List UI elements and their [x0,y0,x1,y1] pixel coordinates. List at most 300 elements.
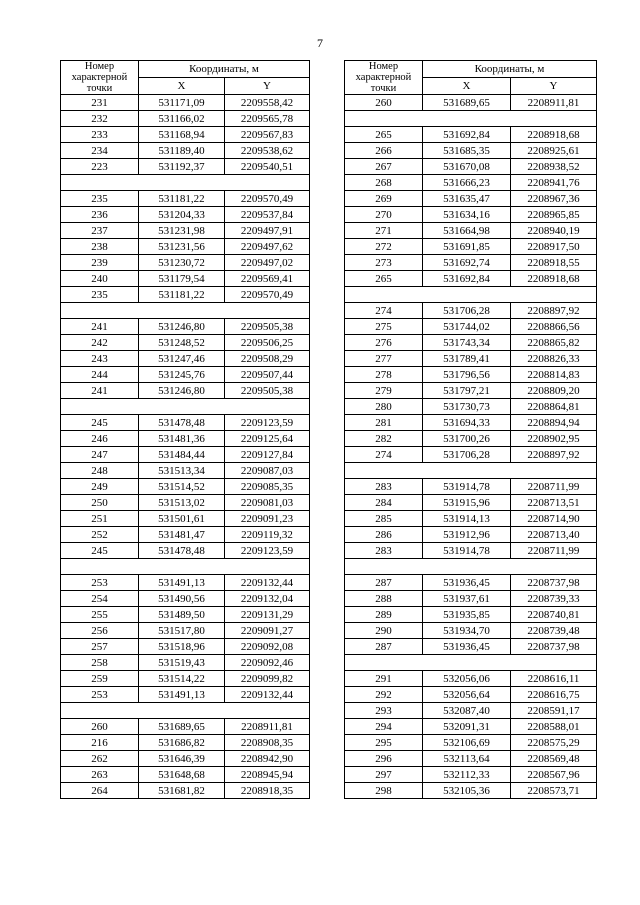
point-number-cell: 252 [61,527,139,543]
y-header: Y [225,78,310,95]
table-row [345,351,597,367]
x-cell: 531248,52 [139,335,225,351]
separator-cell [345,111,597,127]
y-cell: 2209091,27 [225,623,310,639]
y-cell: 2209558,42 [225,95,310,111]
y-cell: 2208911,81 [225,719,310,735]
separator-cell [61,399,310,415]
point-number-cell: 274 [345,303,423,319]
x-cell: 531246,80 [139,383,225,399]
y-cell: 2209497,62 [225,239,310,255]
point-number-cell: 286 [345,527,423,543]
y-cell: 2208737,98 [511,639,597,655]
point-number-cell: 246 [61,431,139,447]
y-cell: 2209507,44 [225,367,310,383]
y-cell: 2208567,96 [511,767,597,783]
y-cell: 2208945,94 [225,767,310,783]
y-cell: 2208713,40 [511,527,597,543]
y-cell: 2209570,49 [225,287,310,303]
x-cell: 531666,23 [423,175,511,191]
table-row [345,143,597,159]
table-row [61,767,310,783]
x-cell: 531204,33 [139,207,225,223]
y-cell: 2208925,61 [511,143,597,159]
point-number-cell: 235 [61,191,139,207]
y-cell: 2208965,85 [511,207,597,223]
point-number-cell: 263 [61,767,139,783]
x-cell: 531743,34 [423,335,511,351]
x-cell: 532056,64 [423,687,511,703]
table-row [345,511,597,527]
table-row [345,639,597,655]
x-cell: 531245,76 [139,367,225,383]
point-number-cell: 249 [61,479,139,495]
point-number-cell: 265 [345,127,423,143]
point-number-header: Номер характерной точки [345,61,423,95]
separator-cell [345,463,597,479]
table-row [345,591,597,607]
x-cell: 531514,22 [139,671,225,687]
x-cell: 531692,84 [423,127,511,143]
point-number-cell: 243 [61,351,139,367]
point-number-cell: 238 [61,239,139,255]
y-cell: 2209091,23 [225,511,310,527]
point-number-cell: 287 [345,639,423,655]
x-cell: 531694,33 [423,415,511,431]
table-row [345,735,597,751]
separator-cell [345,287,597,303]
coordinates-header: Координаты, м [423,61,597,78]
point-number-cell: 283 [345,543,423,559]
table-row [345,719,597,735]
y-cell: 2209123,59 [225,543,310,559]
point-number-cell: 241 [61,319,139,335]
x-cell: 531730,73 [423,399,511,415]
point-number-cell: 298 [345,783,423,799]
table-row [345,607,597,623]
y-cell: 2209119,32 [225,527,310,543]
table-row [61,287,310,303]
y-cell: 2209540,51 [225,159,310,175]
table-row [345,575,597,591]
y-cell: 2209132,44 [225,687,310,703]
y-cell: 2208826,33 [511,351,597,367]
x-cell: 531179,54 [139,271,225,287]
table-row [345,415,597,431]
y-cell: 2209537,84 [225,207,310,223]
table-row [61,751,310,767]
x-cell: 531171,09 [139,95,225,111]
point-number-cell: 296 [345,751,423,767]
table-row [345,223,597,239]
x-cell: 531914,78 [423,479,511,495]
y-cell: 2209505,38 [225,383,310,399]
separator-cell [345,559,597,575]
y-cell: 2208740,81 [511,607,597,623]
y-cell: 2208864,81 [511,399,597,415]
y-cell: 2209132,44 [225,575,310,591]
point-number-header: Номер характерной точки [61,61,139,95]
table-body-left [61,95,310,799]
point-number-cell: 239 [61,255,139,271]
point-number-cell: 288 [345,591,423,607]
point-number-cell: 241 [61,383,139,399]
point-number-cell: 260 [61,719,139,735]
table-row [345,527,597,543]
point-number-cell: 258 [61,655,139,671]
table-row [61,351,310,367]
point-number-cell: 233 [61,127,139,143]
point-number-cell: 244 [61,367,139,383]
table-row [345,687,597,703]
table-row [61,511,310,527]
table-row [61,271,310,287]
x-cell: 531478,48 [139,415,225,431]
table-row [345,479,597,495]
y-cell: 2208737,98 [511,575,597,591]
table-row [61,335,310,351]
point-number-cell: 245 [61,543,139,559]
y-cell: 2209497,91 [225,223,310,239]
y-cell: 2208616,75 [511,687,597,703]
y-cell: 2208911,81 [511,95,597,111]
x-cell: 531706,28 [423,303,511,319]
table-row [61,111,310,127]
point-number-cell: 257 [61,639,139,655]
y-cell: 2208711,99 [511,479,597,495]
table-row [345,383,597,399]
table-row [345,447,597,463]
x-cell: 531796,56 [423,367,511,383]
point-number-cell: 295 [345,735,423,751]
x-cell: 531648,68 [139,767,225,783]
point-number-cell: 270 [345,207,423,223]
x-cell: 532112,33 [423,767,511,783]
x-cell: 532105,36 [423,783,511,799]
table-row [61,639,310,655]
y-cell: 2208894,94 [511,415,597,431]
y-cell: 2208866,56 [511,319,597,335]
y-cell: 2208938,52 [511,159,597,175]
point-number-cell: 281 [345,415,423,431]
table-body-right [345,95,597,799]
point-number-cell: 235 [61,287,139,303]
point-number-cell: 268 [345,175,423,191]
y-cell: 2208902,95 [511,431,597,447]
y-cell: 2209497,02 [225,255,310,271]
y-header: Y [511,78,597,95]
y-cell: 2208713,51 [511,495,597,511]
x-cell: 531513,02 [139,495,225,511]
x-cell: 531797,21 [423,383,511,399]
table-row [61,95,310,111]
y-cell: 2208908,35 [225,735,310,751]
x-cell: 531192,37 [139,159,225,175]
table-row [61,575,310,591]
separator-row [61,559,310,575]
y-cell: 2208918,35 [225,783,310,799]
y-cell: 2208917,50 [511,239,597,255]
point-number-cell: 293 [345,703,423,719]
table-row [345,751,597,767]
separator-cell [345,655,597,671]
table-row [61,319,310,335]
y-cell: 2208711,99 [511,543,597,559]
separator-row [345,655,597,671]
x-cell: 531692,74 [423,255,511,271]
y-cell: 2209570,49 [225,191,310,207]
point-number-cell: 287 [345,575,423,591]
x-cell: 531689,65 [423,95,511,111]
point-number-cell: 232 [61,111,139,127]
y-cell: 2208588,01 [511,719,597,735]
table-row [61,591,310,607]
point-number-cell: 242 [61,335,139,351]
x-cell: 531914,13 [423,511,511,527]
coordinates-table-right [344,60,597,799]
table-row [345,239,597,255]
table-row [61,719,310,735]
table-row [61,431,310,447]
point-number-cell: 277 [345,351,423,367]
x-cell: 531936,45 [423,639,511,655]
table-row [345,767,597,783]
y-cell: 2209506,25 [225,335,310,351]
x-cell: 531706,28 [423,447,511,463]
y-cell: 2209505,38 [225,319,310,335]
x-cell: 531481,36 [139,431,225,447]
table-row [345,159,597,175]
table-row [61,687,310,703]
x-cell: 531478,48 [139,543,225,559]
x-cell: 531744,02 [423,319,511,335]
x-cell: 531935,85 [423,607,511,623]
table-row [345,255,597,271]
point-number-cell: 247 [61,447,139,463]
table-row [345,127,597,143]
point-number-cell: 234 [61,143,139,159]
point-number-cell: 259 [61,671,139,687]
table-row [345,207,597,223]
point-number-cell: 289 [345,607,423,623]
table-row [61,255,310,271]
point-number-cell: 236 [61,207,139,223]
y-cell: 2208897,92 [511,303,597,319]
point-number-cell: 245 [61,415,139,431]
table-row [61,623,310,639]
point-number-cell: 276 [345,335,423,351]
y-cell: 2209567,83 [225,127,310,143]
table-row [345,271,597,287]
table-row [345,543,597,559]
point-number-cell: 294 [345,719,423,735]
point-number-cell: 240 [61,271,139,287]
table-row [61,655,310,671]
y-cell: 2209092,46 [225,655,310,671]
separator-row [345,111,597,127]
y-cell: 2209508,29 [225,351,310,367]
x-cell: 531231,56 [139,239,225,255]
table-row [345,335,597,351]
x-cell: 532106,69 [423,735,511,751]
x-cell: 531230,72 [139,255,225,271]
point-number-cell: 251 [61,511,139,527]
x-cell: 531692,84 [423,271,511,287]
table-row [61,223,310,239]
page-number: 7 [317,36,323,50]
point-number-cell: 285 [345,511,423,527]
point-number-cell: 266 [345,143,423,159]
y-cell: 2208575,29 [511,735,597,751]
y-cell: 2208739,48 [511,623,597,639]
separator-cell [61,175,310,191]
point-number-cell: 282 [345,431,423,447]
table-row [345,319,597,335]
y-cell: 2209125,64 [225,431,310,447]
x-header: X [423,78,511,95]
point-number-cell: 237 [61,223,139,239]
y-cell: 2208591,17 [511,703,597,719]
x-cell: 531181,22 [139,287,225,303]
separator-cell [61,703,310,719]
separator-row [61,703,310,719]
x-cell: 531914,78 [423,543,511,559]
x-cell: 531491,13 [139,687,225,703]
y-cell: 2208897,92 [511,447,597,463]
point-number-cell: 283 [345,479,423,495]
x-cell: 531484,44 [139,447,225,463]
table-row [345,671,597,687]
y-cell: 2208940,19 [511,223,597,239]
x-cell: 531670,08 [423,159,511,175]
point-number-cell: 253 [61,687,139,703]
x-cell: 531231,98 [139,223,225,239]
x-cell: 531519,43 [139,655,225,671]
x-cell: 531681,82 [139,783,225,799]
table-row [345,783,597,799]
table-row [61,671,310,687]
point-number-cell: 260 [345,95,423,111]
point-number-cell: 292 [345,687,423,703]
x-cell: 532091,31 [423,719,511,735]
y-cell: 2208573,71 [511,783,597,799]
table-row [345,367,597,383]
point-number-cell: 256 [61,623,139,639]
y-cell: 2208941,76 [511,175,597,191]
y-cell: 2209565,78 [225,111,310,127]
x-cell: 531501,61 [139,511,225,527]
x-cell: 531686,82 [139,735,225,751]
x-cell: 532113,64 [423,751,511,767]
point-number-cell: 274 [345,447,423,463]
x-cell: 531517,80 [139,623,225,639]
table-row [61,527,310,543]
x-cell: 532056,06 [423,671,511,687]
table-row [61,207,310,223]
point-number-cell: 269 [345,191,423,207]
table-row [345,95,597,111]
x-cell: 531168,94 [139,127,225,143]
point-number-cell: 255 [61,607,139,623]
point-number-cell: 267 [345,159,423,175]
separator-row [345,559,597,575]
y-cell: 2209569,41 [225,271,310,287]
table-row [61,367,310,383]
x-cell: 531481,47 [139,527,225,543]
point-number-cell: 278 [345,367,423,383]
x-cell: 532087,40 [423,703,511,719]
separator-row [61,303,310,319]
y-cell: 2209081,03 [225,495,310,511]
y-cell: 2209132,04 [225,591,310,607]
y-cell: 2208616,11 [511,671,597,687]
point-number-cell: 254 [61,591,139,607]
point-number-cell: 297 [345,767,423,783]
y-cell: 2208865,82 [511,335,597,351]
y-cell: 2208967,36 [511,191,597,207]
point-number-cell: 231 [61,95,139,111]
x-cell: 531934,70 [423,623,511,639]
x-cell: 531691,85 [423,239,511,255]
point-number-cell: 280 [345,399,423,415]
separator-row [61,399,310,415]
table-row [345,623,597,639]
x-cell: 531247,46 [139,351,225,367]
point-number-cell: 253 [61,575,139,591]
x-cell: 531491,13 [139,575,225,591]
y-cell: 2208714,90 [511,511,597,527]
x-cell: 531664,98 [423,223,511,239]
separator-cell [61,303,310,319]
separator-row [61,175,310,191]
table-row [61,495,310,511]
separator-row [345,287,597,303]
table-row [61,479,310,495]
x-cell: 531489,50 [139,607,225,623]
point-number-cell: 275 [345,319,423,335]
point-number-cell: 290 [345,623,423,639]
table-row [61,447,310,463]
point-number-cell: 272 [345,239,423,255]
x-cell: 531789,41 [423,351,511,367]
table-row [61,415,310,431]
coordinates-header: Координаты, м [139,61,310,78]
y-cell: 2208569,48 [511,751,597,767]
x-cell: 531937,61 [423,591,511,607]
table-row [61,543,310,559]
point-number-cell: 271 [345,223,423,239]
x-cell: 531518,96 [139,639,225,655]
x-cell: 531685,35 [423,143,511,159]
x-cell: 531915,96 [423,495,511,511]
y-cell: 2208809,20 [511,383,597,399]
table-row [61,783,310,799]
separator-row [345,463,597,479]
x-cell: 531646,39 [139,751,225,767]
point-number-cell: 264 [61,783,139,799]
table-row [345,303,597,319]
y-cell: 2209123,59 [225,415,310,431]
table-row [61,191,310,207]
point-number-cell: 279 [345,383,423,399]
table-row [61,239,310,255]
table-row [345,703,597,719]
y-cell: 2209085,35 [225,479,310,495]
table-row [345,191,597,207]
y-cell: 2208918,68 [511,127,597,143]
y-cell: 2209087,03 [225,463,310,479]
y-cell: 2208814,83 [511,367,597,383]
